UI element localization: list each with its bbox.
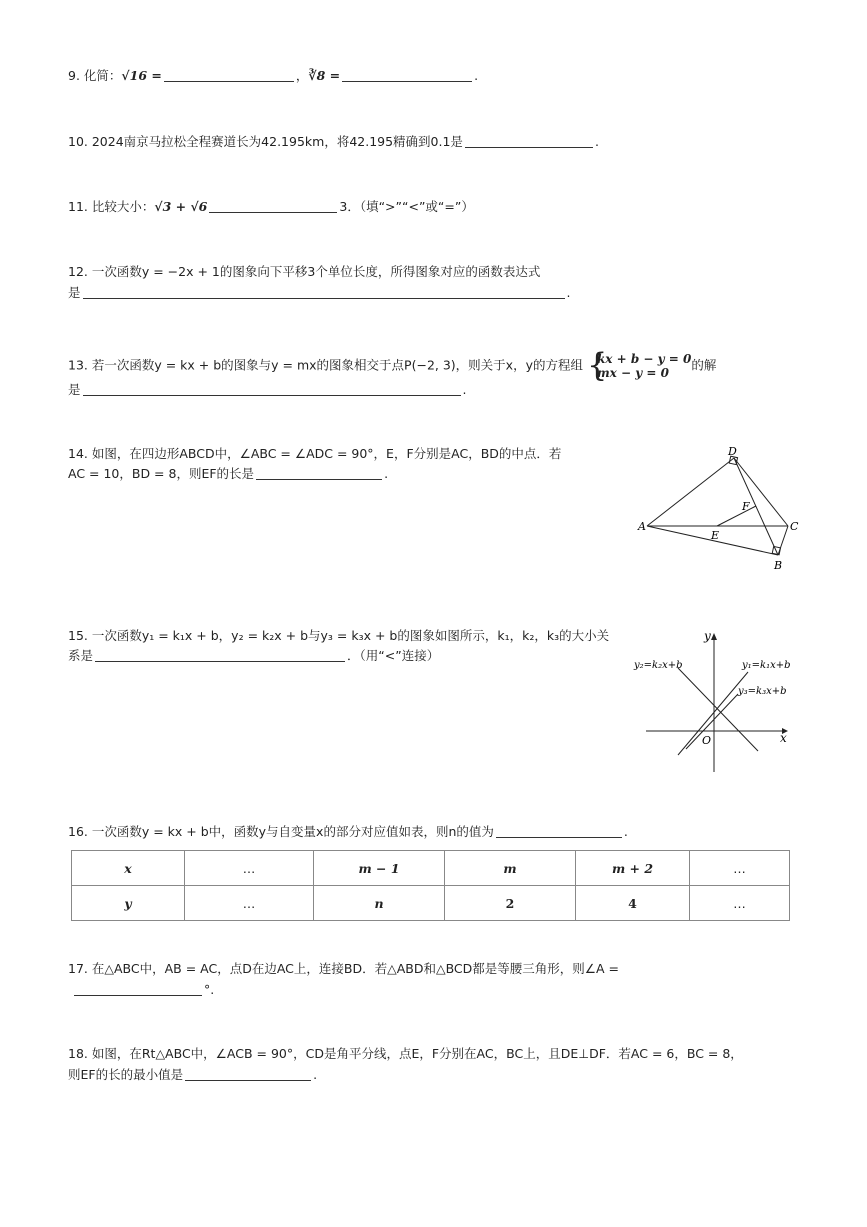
q9-expr1: √16 = — [121, 68, 162, 83]
q15-figure-graph — [630, 628, 810, 776]
q17-end: °. — [204, 982, 215, 997]
q15-line-y2 — [678, 668, 758, 751]
q14-label-e: E — [711, 529, 720, 542]
q14-label-b: B — [774, 559, 783, 572]
q15-label-line3: y₃=k₃x+b — [738, 686, 787, 697]
q15-label-x: x — [780, 731, 787, 745]
q15-label-line2: y₂=k₂x+b — [634, 660, 683, 671]
question-12-line1: 12. 一次函数y = −2x + 1的图象向下平移3个单位长度，所得图象对应的函数表达式 — [68, 264, 541, 279]
table-cell: 4 — [576, 886, 690, 921]
question-16 — [68, 824, 628, 840]
table-cell: … — [185, 886, 314, 921]
q14-side-ad — [647, 458, 734, 526]
q13-text: 13. 若一次函数y = kx + b的图象与y = mx的图象相交于点P(−2, 3)，则关于x，y的方程组 — [68, 357, 583, 373]
q15-line2-text: 系是 — [68, 648, 94, 663]
q9-number: 9. 化简： — [68, 68, 122, 83]
table-cell: n — [314, 886, 445, 921]
q12-answer-blank[interactable] — [83, 286, 565, 299]
question-18-line1: 18. 如图，在Rt△ABC中，∠ACB = 90°，CD是角平分线，点E，F分别在AC，BC上，且DE⊥DF．若AC = 6，BC = 8， — [68, 1046, 743, 1061]
q14-label-f: F — [742, 500, 750, 513]
table-cell: … — [185, 851, 314, 886]
q10-text: 10. 2024南京马拉松全程赛道长为42.195km，将42.195精确到0.1是 — [68, 134, 463, 149]
q18-line2-text: 则EF的长的最小值是 — [68, 1067, 184, 1082]
q18-end: . — [313, 1067, 318, 1082]
q15-y-arrow — [711, 633, 717, 640]
table-row-x — [72, 851, 790, 886]
q15-line-y1 — [678, 672, 748, 755]
q10-end: . — [594, 134, 599, 149]
q13-eq2: mx − y = 0 — [596, 366, 669, 380]
question-11 — [68, 199, 474, 215]
table-cell: x — [72, 851, 185, 886]
q15-tail: ．（用“<”连接） — [347, 648, 440, 663]
table-cell: … — [690, 851, 790, 886]
q15-answer-blank[interactable] — [95, 649, 345, 662]
q14-line2-text: AC = 10，BD = 8，则EF的长是 — [68, 466, 255, 481]
question-17-line1: 17. 在△ABC中，AB = AC，点D在边AC上，连接BD．若△ABD和△BCD都是等腰三角形，则∠A = — [68, 961, 619, 976]
table-row-y — [72, 886, 790, 921]
q13-equation-system — [586, 346, 692, 384]
question-9 — [68, 68, 478, 84]
q16-value-table — [71, 850, 790, 921]
q12-end: . — [566, 285, 571, 300]
question-15-line2 — [68, 648, 439, 664]
q16-answer-blank[interactable] — [496, 825, 622, 838]
question-17-line2 — [72, 982, 214, 998]
q9-answer-blank-2[interactable] — [342, 69, 472, 82]
question-15-line1: 15. 一次函数y₁ = k₁x + b，y₂ = k₂x + b与y₃ = k₃x + b的图象如图所示，k₁，k₂，k₃的大小关 — [68, 628, 610, 643]
table-cell: m − 1 — [314, 851, 445, 886]
q14-label-d: D — [728, 445, 737, 458]
table-cell: m — [445, 851, 576, 886]
q9-answer-blank-1[interactable] — [164, 69, 294, 82]
q16-text: 16. 一次函数y = kx + b中，函数y与自变量x的部分对应值如表，则n的值为 — [68, 824, 494, 839]
question-14-line1: 14. 如图，在四边形ABCD中，∠ABC = ∠ADC = 90°，E，F分别是AC，BD的中点．若 — [68, 446, 562, 461]
q13-line2-text: 是 — [68, 382, 81, 397]
table-cell: 2 — [445, 886, 576, 921]
q13-answer-blank[interactable] — [83, 383, 461, 396]
q10-answer-blank[interactable] — [465, 135, 593, 148]
q14-figure-quadrilateral — [630, 440, 810, 580]
q13-tail: 的解 — [691, 357, 717, 373]
question-18-line2 — [68, 1067, 317, 1083]
q12-line2-text: 是 — [68, 285, 81, 300]
q13-brace: { — [586, 346, 608, 384]
question-13-line1 — [68, 346, 717, 384]
q13-end: . — [462, 382, 467, 397]
q14-end: . — [384, 466, 389, 481]
q18-answer-blank[interactable] — [185, 1068, 311, 1081]
question-12-line2 — [68, 285, 571, 301]
question-13-line2 — [68, 382, 467, 398]
q15-label-y: y — [704, 629, 711, 643]
q14-label-c: C — [790, 520, 799, 533]
q9-end: . — [474, 68, 479, 83]
question-10 — [68, 134, 599, 150]
q11-text1: 11. 比较大小： — [68, 199, 155, 214]
q9-separator: ， — [295, 68, 309, 83]
question-14-line2 — [68, 466, 388, 482]
q17-answer-blank[interactable] — [74, 983, 202, 996]
table-cell: m + 2 — [576, 851, 690, 886]
q14-answer-blank[interactable] — [256, 467, 382, 480]
q14-label-a: A — [638, 520, 646, 533]
table-cell: y — [72, 886, 185, 921]
q15-label-line1: y₁=k₁x+b — [742, 660, 791, 671]
table-cell: … — [690, 886, 790, 921]
q14-side-dc — [734, 458, 788, 526]
q11-answer-blank[interactable] — [209, 200, 337, 213]
q13-eq1: kx + b − y = 0 — [596, 352, 692, 366]
q16-end: . — [623, 824, 628, 839]
q9-expr2: ∛8 = — [308, 68, 341, 83]
q11-expr: √3 + √6 — [154, 199, 208, 214]
q15-label-origin: O — [702, 734, 712, 747]
q11-text2: 3．（填“>”“<”或“=”） — [339, 199, 474, 214]
q14-segment-ef — [717, 506, 756, 526]
